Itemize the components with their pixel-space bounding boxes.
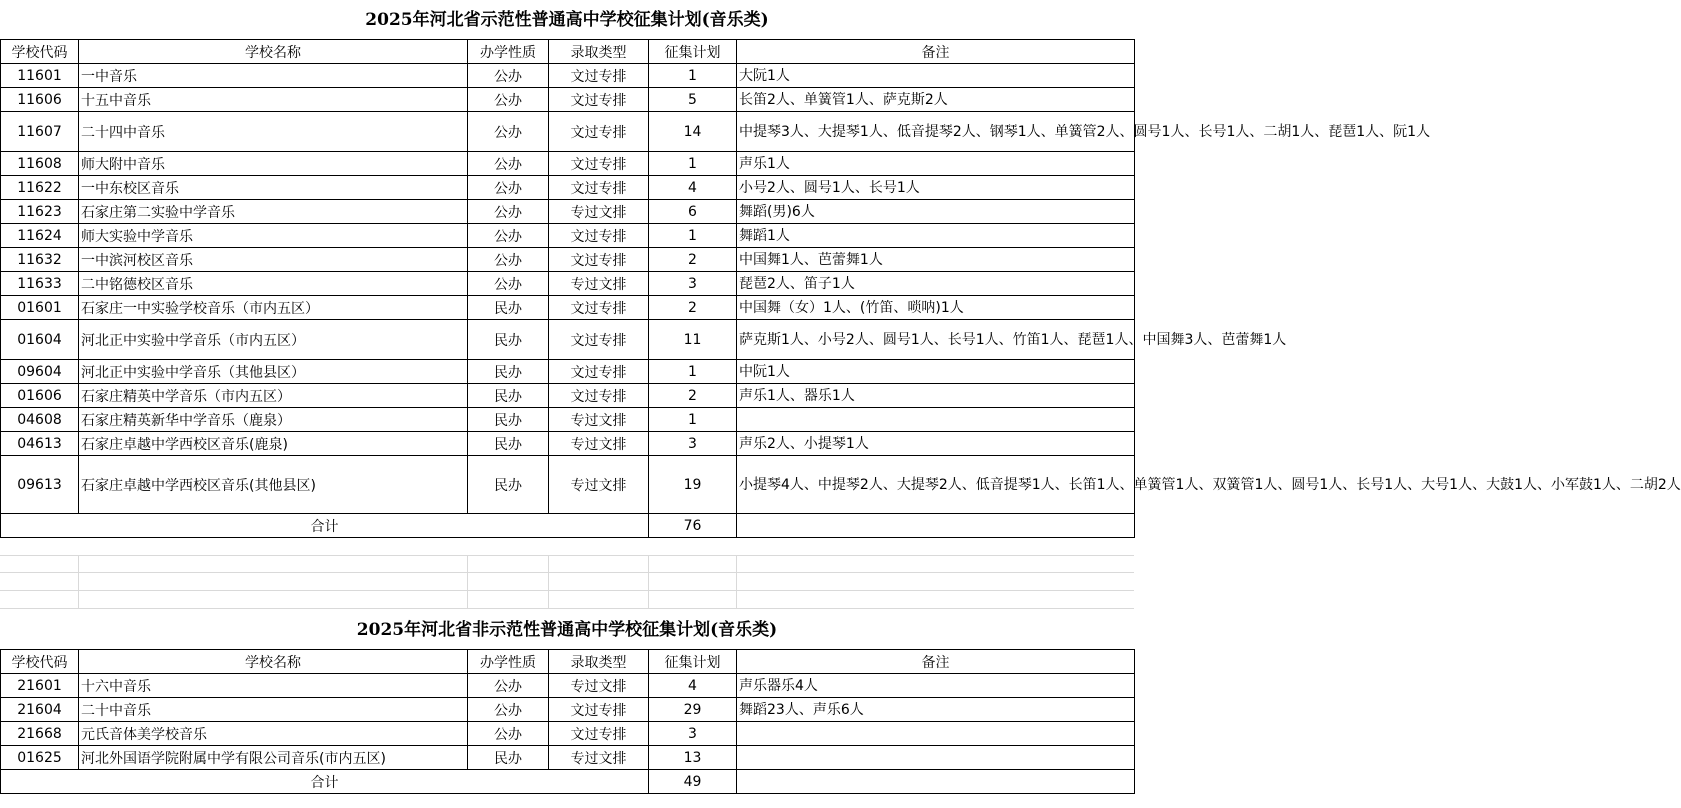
header-cell-nature: 办学性质 [468, 40, 549, 64]
school-nature-cell: 公办 [468, 722, 549, 746]
grid-line [0, 608, 1134, 609]
admission-type-cell: 专过文排 [549, 408, 649, 432]
school-code-cell: 01601 [1, 296, 79, 320]
note-cell [737, 722, 1135, 746]
header-cell-note: 备注 [737, 650, 1135, 674]
plan-count-cell: 3 [649, 272, 737, 296]
school-code-cell: 21668 [1, 722, 79, 746]
plan-count-cell: 1 [649, 224, 737, 248]
table-row [1, 248, 1135, 272]
note-cell: 中国舞（女）1人、(竹笛、唢呐)1人 [737, 296, 1135, 320]
table-row [1, 152, 1135, 176]
school-name-cell: 河北正中实验中学音乐（市内五区） [79, 320, 468, 360]
school-code-cell: 04608 [1, 408, 79, 432]
school-name-cell: 河北正中实验中学音乐（其他县区） [79, 360, 468, 384]
admission-type-cell: 文过专排 [549, 88, 649, 112]
admission-type-cell: 文过专排 [549, 152, 649, 176]
school-nature-cell: 民办 [468, 408, 549, 432]
note-cell: 舞蹈(男)6人 [737, 200, 1135, 224]
admission-type-cell: 文过专排 [549, 698, 649, 722]
school-nature-cell: 公办 [468, 272, 549, 296]
empty-grid-area [0, 555, 1134, 609]
school-nature-cell: 民办 [468, 296, 549, 320]
school-code-cell: 11607 [1, 112, 79, 152]
school-nature-cell: 公办 [468, 200, 549, 224]
school-code-cell: 01604 [1, 320, 79, 360]
school-nature-cell: 民办 [468, 360, 549, 384]
school-code-cell: 11624 [1, 224, 79, 248]
school-nature-cell: 公办 [468, 224, 549, 248]
header-cell-plan: 征集计划 [649, 40, 737, 64]
plan-count-cell: 2 [649, 248, 737, 272]
table-row [1, 64, 1135, 88]
total-row [1, 514, 1135, 538]
school-name-cell: 一中音乐 [79, 64, 468, 88]
school-nature-cell: 民办 [468, 384, 549, 408]
total-note-cell [737, 770, 1135, 794]
school-name-cell: 石家庄第二实验中学音乐 [79, 200, 468, 224]
school-nature-cell: 民办 [468, 456, 549, 514]
table-row [1, 88, 1135, 112]
note-cell: 声乐1人、器乐1人 [737, 384, 1135, 408]
admission-type-cell: 文过专排 [549, 384, 649, 408]
school-code-cell: 11622 [1, 176, 79, 200]
school-name-cell: 石家庄卓越中学西校区音乐(其他县区) [79, 456, 468, 514]
admission-type-cell: 文过专排 [549, 722, 649, 746]
school-code-cell: 11606 [1, 88, 79, 112]
school-name-cell: 石家庄卓越中学西校区音乐(鹿泉) [79, 432, 468, 456]
school-name-cell: 十五中音乐 [79, 88, 468, 112]
admission-type-cell: 文过专排 [549, 224, 649, 248]
section1-table [0, 39, 1681, 538]
admission-type-cell: 专过文排 [549, 456, 649, 514]
header-cell-code: 学校代码 [1, 650, 79, 674]
table-row [1, 296, 1135, 320]
school-code-cell: 01606 [1, 384, 79, 408]
plan-count-cell: 14 [649, 112, 737, 152]
table-row [1, 112, 1135, 152]
school-code-cell: 09604 [1, 360, 79, 384]
section1-title: 2025年河北省示范性普通高中学校征集计划(音乐类) [365, 10, 769, 30]
note-cell: 小提琴4人、中提琴2人、大提琴2人、低音提琴1人、长笛1人、单簧管1人、双簧管1人、圆号1人、长号1人、大号1人、大鼓1人、小军鼓1人、二胡2人 [737, 456, 1135, 514]
plan-count-cell: 5 [649, 88, 737, 112]
header-cell-name: 学校名称 [79, 650, 468, 674]
school-name-cell: 石家庄精英中学音乐（市内五区） [79, 384, 468, 408]
section2-table [0, 649, 1135, 794]
plan-count-cell: 3 [649, 722, 737, 746]
note-cell: 声乐器乐4人 [737, 674, 1135, 698]
header-cell-type: 录取类型 [549, 650, 649, 674]
plan-count-cell: 1 [649, 360, 737, 384]
admission-type-cell: 文过专排 [549, 248, 649, 272]
note-cell: 琵琶2人、笛子1人 [737, 272, 1135, 296]
note-cell: 萨克斯1人、小号2人、圆号1人、长号1人、竹笛1人、琵琶1人、中国舞3人、芭蕾舞1人 [737, 320, 1135, 360]
grid-line [0, 590, 1134, 591]
table-row [1, 674, 1135, 698]
admission-type-cell: 文过专排 [549, 176, 649, 200]
admission-type-cell: 专过文排 [549, 432, 649, 456]
school-nature-cell: 公办 [468, 176, 549, 200]
plan-count-cell: 29 [649, 698, 737, 722]
school-code-cell: 01625 [1, 746, 79, 770]
table-row [1, 384, 1135, 408]
school-code-cell: 11623 [1, 200, 79, 224]
school-name-cell: 河北外国语学院附属中学有限公司音乐(市内五区) [79, 746, 468, 770]
school-nature-cell: 公办 [468, 698, 549, 722]
school-name-cell: 二十中音乐 [79, 698, 468, 722]
admission-type-cell: 专过文排 [549, 746, 649, 770]
total-label: 合计 [1, 514, 649, 538]
total-row [1, 770, 1135, 794]
note-cell: 声乐2人、小提琴1人 [737, 432, 1135, 456]
school-name-cell: 二十四中音乐 [79, 112, 468, 152]
header-cell-name: 学校名称 [79, 40, 468, 64]
total-value: 76 [649, 514, 737, 538]
admission-type-cell: 文过专排 [549, 320, 649, 360]
school-code-cell: 21604 [1, 698, 79, 722]
school-nature-cell: 公办 [468, 674, 549, 698]
school-name-cell: 一中东校区音乐 [79, 176, 468, 200]
school-nature-cell: 公办 [468, 88, 549, 112]
grid-line [0, 555, 1134, 556]
note-cell: 中国舞1人、芭蕾舞1人 [737, 248, 1135, 272]
header-cell-code: 学校代码 [1, 40, 79, 64]
school-name-cell: 石家庄精英新华中学音乐（鹿泉） [79, 408, 468, 432]
school-code-cell: 11601 [1, 64, 79, 88]
header-cell-nature: 办学性质 [468, 650, 549, 674]
total-note-cell [737, 514, 1135, 538]
table-row [1, 360, 1135, 384]
note-cell: 大阮1人 [737, 64, 1135, 88]
plan-count-cell: 1 [649, 152, 737, 176]
plan-count-cell: 2 [649, 296, 737, 320]
table-row [1, 746, 1135, 770]
table-row [1, 456, 1135, 514]
school-name-cell: 二中铭德校区音乐 [79, 272, 468, 296]
header-cell-type: 录取类型 [549, 40, 649, 64]
table-row [1, 698, 1135, 722]
plan-count-cell: 11 [649, 320, 737, 360]
admission-type-cell: 专过文排 [549, 272, 649, 296]
note-cell: 舞蹈23人、声乐6人 [737, 698, 1135, 722]
admission-type-cell: 文过专排 [549, 64, 649, 88]
table-row [1, 272, 1135, 296]
admission-type-cell: 专过文排 [549, 674, 649, 698]
school-name-cell: 十六中音乐 [79, 674, 468, 698]
table-row [1, 224, 1135, 248]
school-name-cell: 石家庄一中实验学校音乐（市内五区） [79, 296, 468, 320]
header-row [1, 650, 1135, 674]
note-cell: 舞蹈1人 [737, 224, 1135, 248]
table-row [1, 200, 1135, 224]
note-cell: 中阮1人 [737, 360, 1135, 384]
admission-type-cell: 文过专排 [549, 112, 649, 152]
plan-count-cell: 3 [649, 432, 737, 456]
table-row [1, 408, 1135, 432]
school-nature-cell: 民办 [468, 320, 549, 360]
school-code-cell: 11608 [1, 152, 79, 176]
plan-count-cell: 1 [649, 408, 737, 432]
admission-type-cell: 文过专排 [549, 296, 649, 320]
note-cell: 长笛2人、单簧管1人、萨克斯2人 [737, 88, 1135, 112]
school-name-cell: 师大附中音乐 [79, 152, 468, 176]
school-code-cell: 11632 [1, 248, 79, 272]
note-cell: 声乐1人 [737, 152, 1135, 176]
school-name-cell: 元氏音体美学校音乐 [79, 722, 468, 746]
table-row [1, 722, 1135, 746]
plan-count-cell: 2 [649, 384, 737, 408]
school-code-cell: 04613 [1, 432, 79, 456]
total-value: 49 [649, 770, 737, 794]
plan-count-cell: 4 [649, 176, 737, 200]
plan-count-cell: 4 [649, 674, 737, 698]
header-row [1, 40, 1135, 64]
header-cell-note: 备注 [737, 40, 1135, 64]
admission-type-cell: 文过专排 [549, 360, 649, 384]
plan-count-cell: 19 [649, 456, 737, 514]
school-name-cell: 一中滨河校区音乐 [79, 248, 468, 272]
total-label: 合计 [1, 770, 649, 794]
plan-count-cell: 6 [649, 200, 737, 224]
school-name-cell: 师大实验中学音乐 [79, 224, 468, 248]
admission-type-cell: 专过文排 [549, 200, 649, 224]
plan-count-cell: 1 [649, 64, 737, 88]
section2-title: 2025年河北省非示范性普通高中学校征集计划(音乐类) [356, 620, 778, 640]
note-cell: 小号2人、圆号1人、长号1人 [737, 176, 1135, 200]
table-row [1, 176, 1135, 200]
note-cell: 中提琴3人、大提琴1人、低音提琴2人、钢琴1人、单簧管2人、圆号1人、长号1人、二胡1人、琵琶1人、阮1人 [737, 112, 1135, 152]
grid-line [0, 572, 1134, 573]
school-nature-cell: 公办 [468, 152, 549, 176]
table-row [1, 320, 1135, 360]
table-row [1, 432, 1135, 456]
school-nature-cell: 公办 [468, 64, 549, 88]
note-cell [737, 408, 1135, 432]
school-nature-cell: 公办 [468, 112, 549, 152]
note-cell [737, 746, 1135, 770]
plan-count-cell: 13 [649, 746, 737, 770]
school-code-cell: 21601 [1, 674, 79, 698]
school-nature-cell: 民办 [468, 432, 549, 456]
school-code-cell: 11633 [1, 272, 79, 296]
school-nature-cell: 公办 [468, 248, 549, 272]
school-nature-cell: 民办 [468, 746, 549, 770]
header-cell-plan: 征集计划 [649, 650, 737, 674]
school-code-cell: 09613 [1, 456, 79, 514]
